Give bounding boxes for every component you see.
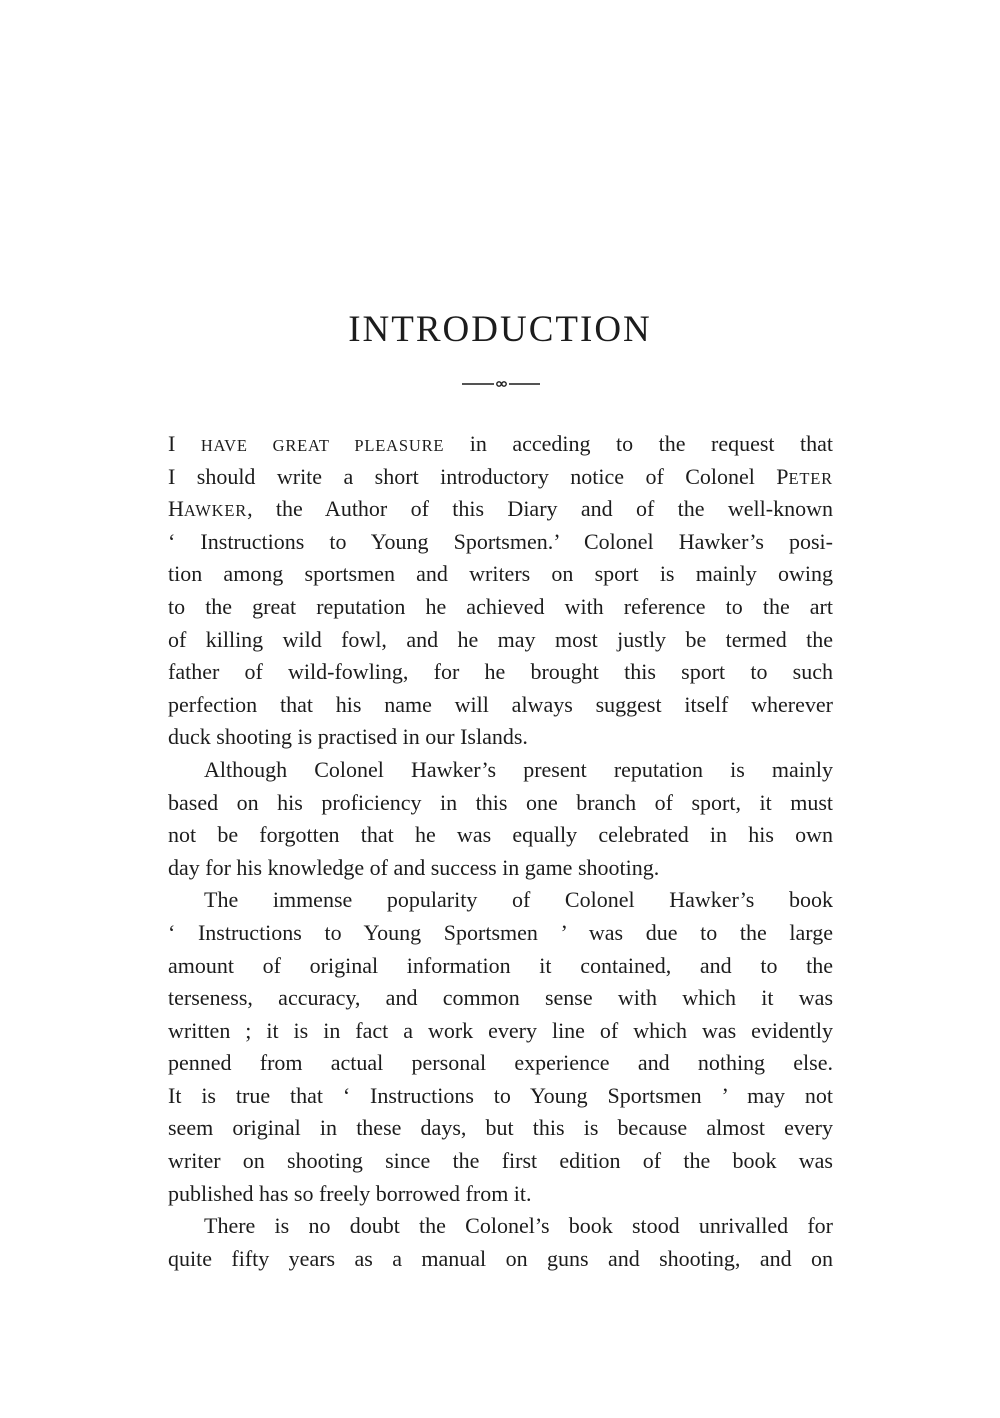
title-ornament <box>460 378 542 390</box>
paragraph-1 <box>168 428 833 754</box>
text-line: ‘ Instructions to Young Sportsmen ’ was due to the large <box>168 919 833 945</box>
paragraph-3 <box>168 884 833 1210</box>
text-line: written ; it is in fact a work every line of which was evidently <box>168 1017 833 1043</box>
text-line: quite fifty years as a manual on guns and shooting, and on <box>168 1245 833 1271</box>
text-line: duck shooting is practised in our Islands. <box>168 724 528 750</box>
text-line: day for his knowledge of and success in game shooting. <box>168 854 660 880</box>
text-line: perfection that his name will always suggest itself wherever <box>168 691 833 717</box>
page-title: INTRODUCTION <box>348 309 652 350</box>
text-line: amount of original information it contained, and to the <box>168 952 833 978</box>
paragraph-2 <box>168 754 833 884</box>
text-line: father of wild-fowling, for he brought this sport to such <box>168 659 833 685</box>
text-line: penned from actual personal experience and nothing else. <box>168 1050 833 1076</box>
text-line: I HAVE GREAT PLEASURE in acceding to the request that <box>168 431 834 456</box>
text-line: ‘ Instructions to Young Sportsmen.’ Colonel Hawker’s posi- <box>168 528 833 554</box>
text-line: seem original in these days, but this is because almost every <box>168 1115 833 1141</box>
text-line: The immense popularity of Colonel Hawker’s book <box>204 887 833 913</box>
body-text <box>168 428 833 1275</box>
text-line: It is true that ‘ Instructions to Young Sportsmen ’ may not <box>168 1082 833 1108</box>
text-line: published has so freely borrowed from it. <box>168 1180 532 1206</box>
text-line: tion among sportsmen and writers on sport is mainly owing <box>168 561 833 587</box>
text-line: to the great reputation he achieved with reference to the art <box>168 593 833 619</box>
text-line: based on his proficiency in this one branch of sport, it must <box>168 789 833 815</box>
text-line: terseness, accuracy, and common sense with which it was <box>168 985 833 1011</box>
text-line: HAWKER, the Author of this Diary and of the well-known <box>168 496 833 522</box>
text-line: Although Colonel Hawker’s present reputation is mainly <box>204 756 833 782</box>
text-line: I should write a short introductory notice of Colonel PETER <box>168 463 833 489</box>
text-line: not be forgotten that he was equally celebrated in his own <box>168 822 833 848</box>
text-line: of killing wild fowl, and he may most justly be termed the <box>168 626 833 652</box>
paragraph-4 <box>168 1210 833 1275</box>
text-line: There is no doubt the Colonel’s book stood unrivalled for <box>204 1213 833 1239</box>
text-line: writer on shooting since the first edition of the book was <box>168 1148 833 1174</box>
